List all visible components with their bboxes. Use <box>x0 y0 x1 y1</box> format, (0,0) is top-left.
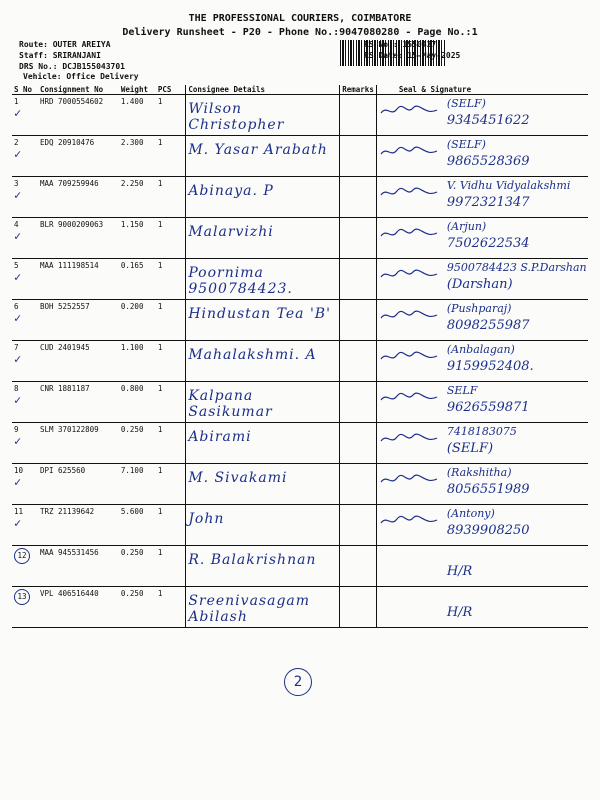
cell-signature <box>376 177 588 218</box>
tick-icon: ✓ <box>14 475 22 489</box>
signature-phone: 7502622534 <box>446 236 530 251</box>
sno-text: 10 <box>14 466 24 475</box>
signature-note: (Arjun) <box>446 220 487 233</box>
sno-text: 7 <box>14 343 19 352</box>
cell-remarks <box>340 505 377 546</box>
signature-phone: 9626559871 <box>446 400 530 415</box>
sno-text: 9 <box>14 425 19 434</box>
signature-scribble-icon <box>379 392 439 404</box>
tick-icon: ✓ <box>14 147 22 161</box>
signature-note: (Rakshitha) <box>446 466 512 479</box>
cell-weight: 0.250 <box>119 587 156 628</box>
cell-consignment: SLM 370122809 <box>38 423 119 464</box>
table-header-row <box>12 85 588 95</box>
cell-weight: 0.250 <box>119 423 156 464</box>
table-row <box>12 95 588 136</box>
cell-consignee: Abirami <box>186 423 340 464</box>
cell-weight: 1.100 <box>119 341 156 382</box>
tick-icon: ✓ <box>14 270 22 284</box>
cell-sno <box>12 382 38 423</box>
tick-icon: ✓ <box>14 188 22 202</box>
cell-signature <box>376 341 588 382</box>
cell-consignee: Poornima 9500784423. <box>186 259 340 300</box>
cell-consignment: BOH 5252557 <box>38 300 119 341</box>
cell-signature <box>376 259 588 300</box>
table-row <box>12 177 588 218</box>
col-weight: Weight <box>119 85 156 95</box>
cell-consignee: R. Balakrishnan <box>186 546 340 587</box>
sno-text: 6 <box>14 302 19 311</box>
vehicle-label: Vehicle: Office Delivery <box>23 72 139 81</box>
signature-scribble-icon <box>379 228 439 240</box>
cell-consignment: BLR 9000209063 <box>38 218 119 259</box>
tick-icon: ✓ <box>14 434 22 448</box>
rs-number: RS No.: 1550437 <box>364 40 437 49</box>
cell-pcs: 1 <box>156 300 186 341</box>
cell-consignment: DPI 625560 <box>38 464 119 505</box>
cell-weight: 0.165 <box>119 259 156 300</box>
signature-scribble-icon <box>379 146 439 158</box>
cell-signature <box>376 423 588 464</box>
signature-scribble-icon <box>379 474 439 486</box>
cell-remarks <box>340 95 377 136</box>
table-row <box>12 382 588 423</box>
tick-icon: ✓ <box>14 393 22 407</box>
cell-signature <box>376 587 588 628</box>
cell-sno <box>12 464 38 505</box>
cell-sno <box>12 177 38 218</box>
signature-scribble-icon <box>379 187 439 199</box>
cell-remarks <box>340 423 377 464</box>
cell-pcs: 1 <box>156 464 186 505</box>
table-row <box>12 587 588 628</box>
cell-consignment: CUD 2401945 <box>38 341 119 382</box>
cell-signature <box>376 382 588 423</box>
cell-sno <box>12 587 38 628</box>
cell-consignment: VPL 406516440 <box>38 587 119 628</box>
cell-sno <box>12 341 38 382</box>
signature-scribble-icon <box>379 310 439 322</box>
col-remarks: Remarks <box>340 85 377 95</box>
circled-number: 13 <box>14 589 30 605</box>
tick-icon: ✓ <box>14 516 22 530</box>
signature-note: (Antony) <box>446 507 495 520</box>
cell-signature <box>376 136 588 177</box>
cell-weight: 1.150 <box>119 218 156 259</box>
signature-note: SELF <box>446 384 478 397</box>
sno-text: 2 <box>14 138 19 147</box>
col-sno: S No <box>12 85 38 95</box>
cell-consignment: MAA 111198514 <box>38 259 119 300</box>
signature-phone: 9159952408. <box>446 359 534 374</box>
cell-remarks <box>340 382 377 423</box>
cell-weight: 5.600 <box>119 505 156 546</box>
cell-remarks <box>340 218 377 259</box>
cell-weight: 0.200 <box>119 300 156 341</box>
cell-sno <box>12 300 38 341</box>
cell-consignee: John <box>186 505 340 546</box>
cell-remarks <box>340 587 377 628</box>
signature-scribble-icon <box>379 433 439 445</box>
col-consignee: Consignee Details <box>186 85 340 95</box>
cell-pcs: 1 <box>156 505 186 546</box>
cell-weight: 0.800 <box>119 382 156 423</box>
table-row <box>12 341 588 382</box>
sno-text: 8 <box>14 384 19 393</box>
signature-phone: H/R <box>446 605 473 620</box>
cell-consignee: Mahalakshmi. A <box>186 341 340 382</box>
cell-signature <box>376 546 588 587</box>
cell-sno <box>12 136 38 177</box>
cell-sno <box>12 218 38 259</box>
cell-sno <box>12 95 38 136</box>
signature-phone: 8056551989 <box>446 482 530 497</box>
cell-pcs: 1 <box>156 177 186 218</box>
runsheet-title: Delivery Runsheet - P20 - Phone No.:9047080280 - Page No.:1 <box>122 27 478 38</box>
cell-pcs: 1 <box>156 382 186 423</box>
cell-sno <box>12 546 38 587</box>
table-row <box>12 136 588 177</box>
signature-phone: 9972321347 <box>446 195 530 210</box>
tick-icon: ✓ <box>14 229 22 243</box>
cell-consignee: Abinaya. P <box>186 177 340 218</box>
cell-consignee: Wilson Christopher <box>186 95 340 136</box>
cell-consignment: HRD 7000554602 <box>38 95 119 136</box>
signature-note: (Pushparaj) <box>446 302 512 315</box>
sno-text: 5 <box>14 261 19 270</box>
route-label: Route: OUTER AREIYA <box>19 40 111 49</box>
cell-weight: 0.250 <box>119 546 156 587</box>
tick-icon: ✓ <box>14 311 22 325</box>
cell-consignee: M. Sivakami <box>186 464 340 505</box>
table-row <box>12 546 588 587</box>
staff-label: Staff: SRIRANJANI <box>19 51 101 60</box>
signature-scribble-icon <box>379 105 439 117</box>
signature-phone: 8939908250 <box>446 523 530 538</box>
signature-phone: (SELF) <box>446 441 494 456</box>
signature-scribble-icon <box>379 515 439 527</box>
cell-remarks <box>340 259 377 300</box>
signature-phone: 8098255987 <box>446 318 530 333</box>
sno-text: 4 <box>14 220 19 229</box>
table-row <box>12 505 588 546</box>
cell-signature <box>376 95 588 136</box>
runsheet-table <box>12 85 588 628</box>
cell-pcs: 1 <box>156 341 186 382</box>
table-row <box>12 218 588 259</box>
cell-consignment: CNR 1881187 <box>38 382 119 423</box>
cell-remarks <box>340 177 377 218</box>
cell-remarks <box>340 300 377 341</box>
sno-text: 11 <box>14 507 24 516</box>
cell-consignee: M. Yasar Arabath <box>186 136 340 177</box>
cell-remarks <box>340 341 377 382</box>
cell-pcs: 1 <box>156 259 186 300</box>
signature-phone: (Darshan) <box>446 277 513 292</box>
cell-weight: 2.250 <box>119 177 156 218</box>
cell-weight: 7.100 <box>119 464 156 505</box>
signature-note: V. Vidhu Vidyalakshmi <box>446 179 571 192</box>
signature-phone: 9865528369 <box>446 154 530 169</box>
cell-consignee: Kalpana Sasikumar <box>186 382 340 423</box>
cell-sno <box>12 423 38 464</box>
cell-consignee: Malarvizhi <box>186 218 340 259</box>
cell-remarks <box>340 136 377 177</box>
cell-pcs: 1 <box>156 423 186 464</box>
signature-note: (SELF) <box>446 138 486 151</box>
table-row <box>12 423 588 464</box>
signature-note: 7418183075 <box>446 425 517 438</box>
rs-date: RS Date: 15-May-2025 <box>364 51 461 60</box>
table-row <box>12 300 588 341</box>
cell-pcs: 1 <box>156 587 186 628</box>
table-row <box>12 464 588 505</box>
signature-scribble-icon <box>379 269 439 281</box>
sno-text: 1 <box>14 97 19 106</box>
cell-sno <box>12 505 38 546</box>
circled-number: 12 <box>14 548 30 564</box>
cell-signature <box>376 218 588 259</box>
cell-remarks <box>340 464 377 505</box>
cell-signature <box>376 300 588 341</box>
tick-icon: ✓ <box>14 106 22 120</box>
cell-consignment: EDQ 20910476 <box>38 136 119 177</box>
cell-pcs: 1 <box>156 95 186 136</box>
col-seal: Seal & Signature <box>376 85 588 95</box>
signature-phone: 9345451622 <box>446 113 530 128</box>
cell-consignee: Sreenivasagam Abilash <box>186 587 340 628</box>
cell-signature <box>376 505 588 546</box>
signature-note: 9500784423 S.P.Darshan <box>446 261 587 274</box>
cell-pcs: 1 <box>156 136 186 177</box>
signature-note: (Anbalagan) <box>446 343 515 356</box>
table-row <box>12 259 588 300</box>
cell-consignment: MAA 945531456 <box>38 546 119 587</box>
signature-scribble-icon <box>379 351 439 363</box>
col-consignment: Consignment No <box>38 85 119 95</box>
drs-label: DRS No.: DCJB155043701 <box>19 62 125 71</box>
cell-pcs: 1 <box>156 218 186 259</box>
cell-sno <box>12 259 38 300</box>
page-marker: 2 <box>284 668 312 696</box>
signature-note: (SELF) <box>446 97 486 110</box>
cell-consignment: MAA 709259946 <box>38 177 119 218</box>
sno-text: 3 <box>14 179 19 188</box>
signature-phone: H/R <box>446 564 473 579</box>
cell-signature <box>376 464 588 505</box>
cell-weight: 1.400 <box>119 95 156 136</box>
cell-remarks <box>340 546 377 587</box>
col-pcs: PCS <box>156 85 186 95</box>
cell-weight: 2.300 <box>119 136 156 177</box>
company-title: THE PROFESSIONAL COURIERS, COIMBATORE <box>188 13 412 24</box>
tick-icon: ✓ <box>14 352 22 366</box>
cell-pcs: 1 <box>156 546 186 587</box>
cell-consignment: TRZ 21139642 <box>38 505 119 546</box>
cell-consignee: Hindustan Tea 'B' <box>186 300 340 341</box>
